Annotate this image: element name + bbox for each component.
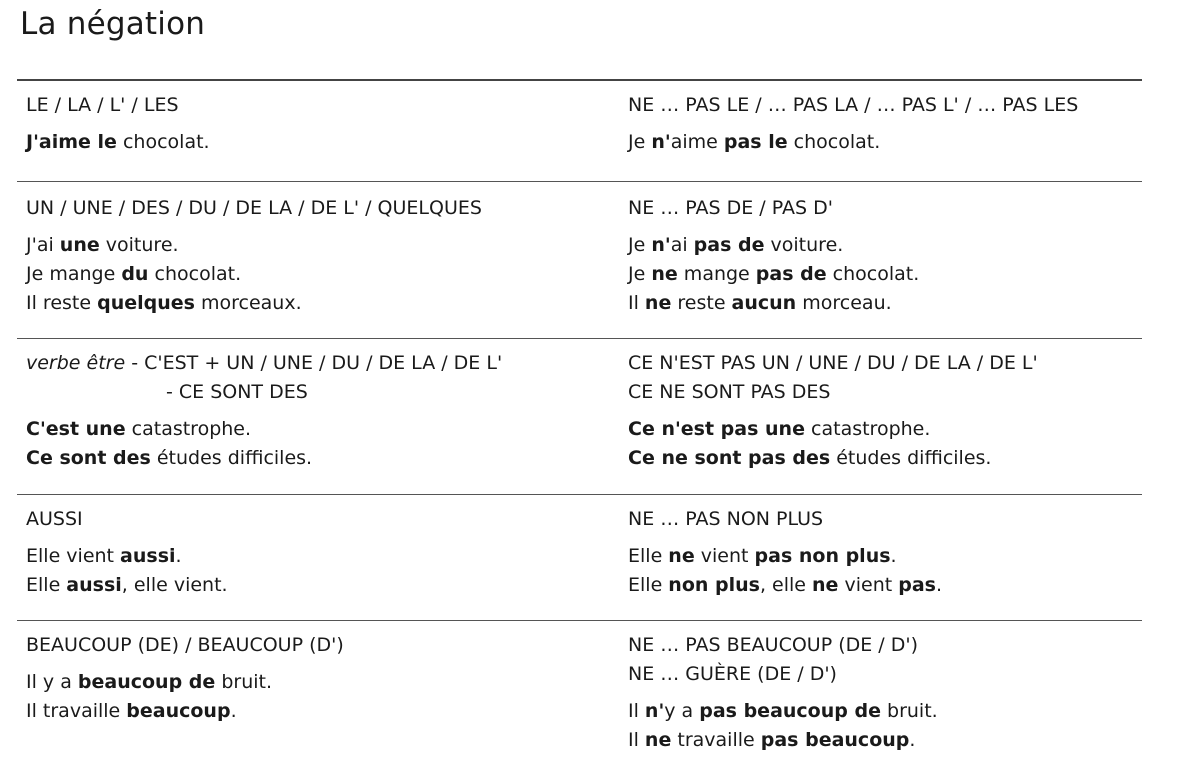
- example-segment: catastrophe.: [804, 418, 931, 440]
- example-segment: n': [651, 234, 671, 256]
- example-segment: .: [935, 574, 943, 596]
- affirmative-example-line: [26, 231, 617, 260]
- table-row: [17, 182, 1142, 339]
- example-segment: voiture.: [99, 234, 179, 256]
- affirmative-cell: [17, 182, 617, 338]
- negative-rule: [628, 505, 1142, 534]
- table-row: [17, 339, 1142, 495]
- example-segment: Ce sont: [26, 447, 114, 469]
- example-segment: Je mange: [26, 263, 122, 285]
- rule-line: CE NE SONT PAS DES: [628, 381, 831, 403]
- example-segment: aussi: [120, 545, 176, 567]
- affirmative-example-line: [26, 260, 617, 289]
- rule-line: NE … PAS DE / PAS D': [628, 197, 833, 219]
- affirmative-rule: [26, 91, 617, 120]
- example-segment: Elle: [628, 545, 669, 567]
- affirmative-cell: [17, 81, 617, 181]
- example-segment: Je: [628, 234, 652, 256]
- affirmative-rule: [26, 349, 617, 407]
- example-segment: ne: [812, 574, 839, 596]
- example-segment: bruit.: [880, 700, 938, 722]
- example-segment: pas: [898, 574, 936, 596]
- negative-cell: [617, 81, 1142, 181]
- page-title: La négation: [20, 6, 206, 42]
- negative-example-line: [628, 571, 1142, 600]
- example-segment: reste: [671, 292, 732, 314]
- example-segment: pas non plus: [754, 545, 891, 567]
- affirmative-example-line: [26, 128, 617, 157]
- negative-rule: [628, 349, 1142, 407]
- example-segment: beaucoup de: [77, 671, 216, 693]
- example-segment: beaucoup: [126, 700, 231, 722]
- example-segment: Il: [628, 729, 645, 751]
- rule-line: AUSSI: [26, 508, 83, 530]
- rule-text: - C'EST + UN / UNE / DU / DE LA / DE L': [125, 352, 503, 374]
- negative-example-line: [628, 542, 1142, 571]
- negative-cell: [617, 621, 1142, 767]
- example-segment: , elle vient.: [121, 574, 228, 596]
- example-segment: n': [651, 131, 671, 153]
- rule-line: NE … PAS BEAUCOUP (DE / D'): [628, 634, 919, 656]
- example-segment: pas le: [723, 131, 788, 153]
- example-segment: ne: [644, 729, 672, 751]
- negative-example-line: [628, 231, 1142, 260]
- negative-rule: [628, 631, 1142, 689]
- affirmative-rule: [26, 631, 617, 660]
- example-segment: ne: [644, 292, 672, 314]
- affirmative-example-line: [26, 415, 617, 444]
- rule-line: NE … GUÈRE (DE / D'): [628, 663, 837, 685]
- negative-cell: [617, 182, 1142, 338]
- example-segment: chocolat.: [826, 263, 920, 285]
- example-segment: chocolat.: [148, 263, 242, 285]
- affirmative-example-line: [26, 289, 617, 318]
- rule-line: - CE SONT DES: [166, 381, 308, 403]
- example-segment: Ce ne sont pas: [628, 447, 793, 469]
- example-segment: pas de: [755, 263, 827, 285]
- example-segment: des: [113, 447, 151, 469]
- affirmative-example-line: [26, 542, 617, 571]
- example-segment: n': [644, 700, 665, 722]
- example-segment: Je: [628, 263, 652, 285]
- example-segment: Il y a: [26, 671, 78, 693]
- rule-line: CE N'EST PAS UN / UNE / DU / DE LA / DE L': [628, 352, 1038, 374]
- rule-line: UN / UNE / DES / DU / DE LA / DE L' / QUELQUES: [26, 197, 482, 219]
- affirmative-example-line: [26, 668, 617, 697]
- negative-cell: [617, 495, 1142, 620]
- example-segment: Elle vient: [26, 545, 121, 567]
- affirmative-cell: [17, 495, 617, 620]
- affirmative-example-line: [26, 697, 617, 726]
- example-segment: .: [890, 545, 897, 567]
- example-segment: voiture.: [764, 234, 844, 256]
- example-segment: catastrophe.: [125, 418, 252, 440]
- example-segment: mange: [677, 263, 756, 285]
- example-segment: études difficiles.: [830, 447, 992, 469]
- example-segment: morceaux.: [194, 292, 302, 314]
- example-segment: Il reste: [26, 292, 98, 314]
- example-segment: vient: [694, 545, 755, 567]
- affirmative-rule: [26, 194, 617, 223]
- negative-example-line: [628, 260, 1142, 289]
- affirmative-rule: [26, 505, 617, 534]
- example-segment: aime: [670, 131, 724, 153]
- example-segment: Il: [628, 292, 645, 314]
- example-segment: morceau.: [796, 292, 892, 314]
- table-row: [17, 81, 1142, 182]
- example-segment: une: [85, 418, 126, 440]
- rule-line: NE … PAS LE / … PAS LA / … PAS L' / … PAS LES: [628, 94, 1079, 116]
- example-segment: travaille: [671, 729, 761, 751]
- example-segment: J'aime: [26, 131, 98, 153]
- example-segment: bruit.: [215, 671, 273, 693]
- affirmative-example-line: [26, 571, 617, 600]
- negative-rule: [628, 194, 1142, 223]
- example-segment: Ce n'est pas: [628, 418, 766, 440]
- example-segment: , elle: [759, 574, 813, 596]
- example-segment: y a: [664, 700, 700, 722]
- negative-example-line: [628, 444, 1142, 473]
- example-segment: non plus: [668, 574, 760, 596]
- rule-line: [26, 349, 617, 378]
- table-row: [17, 495, 1142, 621]
- example-segment: .: [175, 545, 182, 567]
- negative-example-line: [628, 128, 1142, 157]
- example-segment: une: [765, 418, 805, 440]
- affirmative-cell: [17, 339, 617, 494]
- example-segment: .: [909, 729, 916, 751]
- example-segment: ne: [651, 263, 678, 285]
- example-segment: Elle: [26, 574, 67, 596]
- example-segment: Je: [628, 131, 652, 153]
- table-row: [17, 621, 1142, 767]
- affirmative-cell: [17, 621, 617, 767]
- example-segment: Il: [628, 700, 645, 722]
- rule-line: NE … PAS NON PLUS: [628, 508, 824, 530]
- example-segment: pas beaucoup: [760, 729, 910, 751]
- example-segment: quelques: [97, 292, 195, 314]
- negative-rule: [628, 91, 1142, 120]
- example-segment: aussi: [66, 574, 122, 596]
- example-segment: C'est: [26, 418, 86, 440]
- example-segment: ai: [670, 234, 694, 256]
- example-segment: pas beaucoup de: [699, 700, 881, 722]
- negation-table: [17, 79, 1142, 767]
- example-segment: chocolat.: [787, 131, 881, 153]
- negative-example-line: [628, 415, 1142, 444]
- negative-example-line: [628, 289, 1142, 318]
- example-segment: Il travaille: [26, 700, 127, 722]
- example-segment: pas de: [693, 234, 765, 256]
- negative-example-line: [628, 697, 1142, 726]
- example-segment: aucun: [731, 292, 797, 314]
- example-segment: Elle: [628, 574, 669, 596]
- example-segment: du: [121, 263, 149, 285]
- example-segment: vient: [838, 574, 899, 596]
- example-segment: ne: [668, 545, 695, 567]
- rule-italic: verbe être: [26, 352, 126, 374]
- example-segment: des: [792, 447, 831, 469]
- negative-cell: [617, 339, 1142, 494]
- rule-line: LE / LA / L' / LES: [26, 94, 179, 116]
- negative-example-line: [628, 726, 1142, 755]
- example-segment: J'ai: [26, 234, 60, 256]
- example-segment: le: [97, 131, 117, 153]
- example-segment: études difficiles.: [150, 447, 313, 469]
- example-segment: une: [59, 234, 100, 256]
- example-segment: chocolat.: [116, 131, 210, 153]
- example-segment: .: [230, 700, 237, 722]
- affirmative-example-line: [26, 444, 617, 473]
- rule-line: BEAUCOUP (DE) / BEAUCOUP (D'): [26, 634, 344, 656]
